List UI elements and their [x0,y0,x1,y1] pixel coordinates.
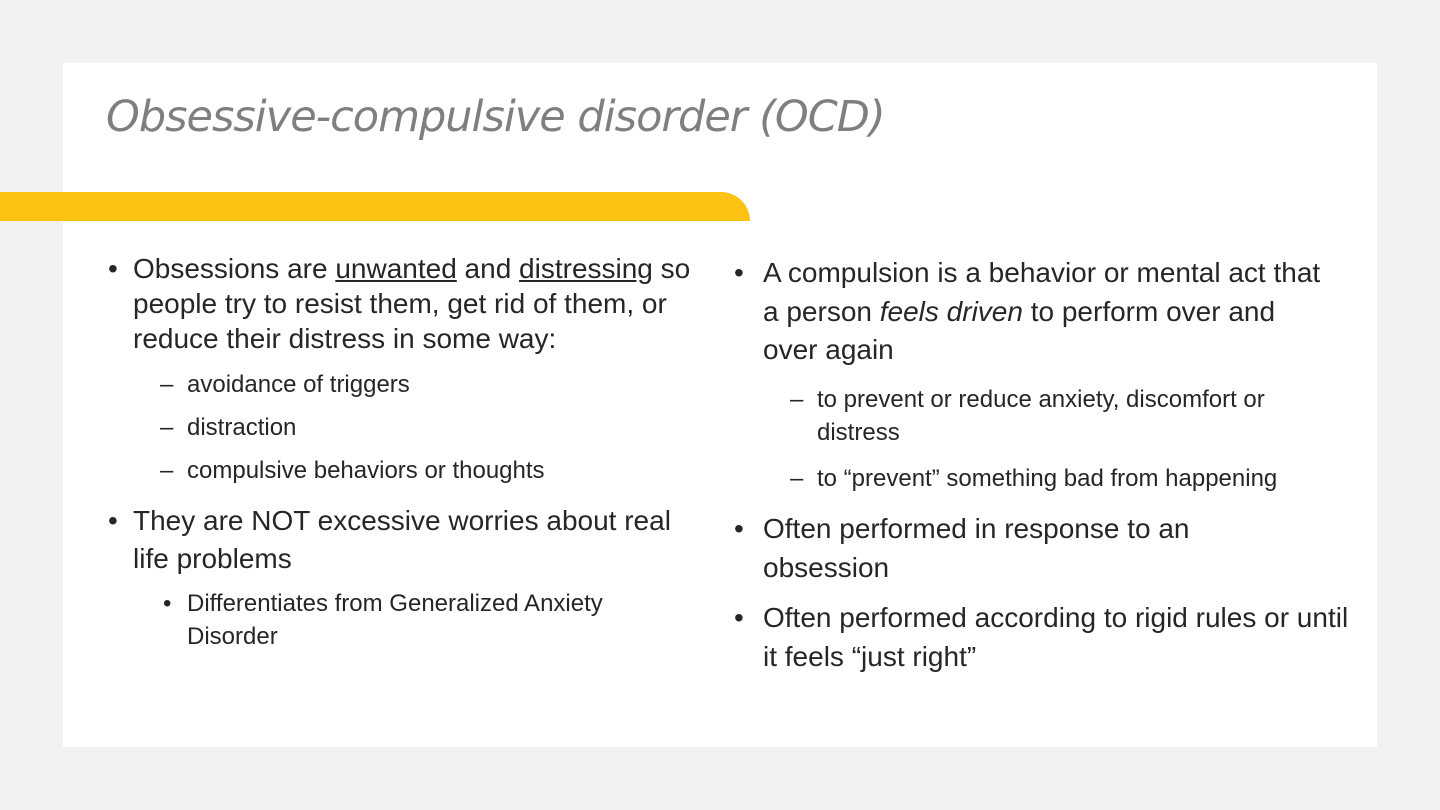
left-column [108,251,708,653]
sub-bullet [734,383,1337,449]
bullet-dot: • [734,601,744,633]
bullet-compulsion [734,254,1323,370]
sub-bullet [734,462,1337,495]
sub-bullet [108,587,687,653]
sub-bullet-text: Differentiates from Generalized Anxiety Disorder [187,590,603,650]
underlined-distressing: distressing [519,253,653,284]
accent-bar [0,192,750,221]
dash-marker: – [160,457,174,484]
bullet-dot: • [734,257,744,288]
bullet-rigid-rules [734,598,1363,676]
dot-marker: • [163,590,172,617]
bullet-text: Often performed in response to an obsession [763,512,1190,583]
text-segment: so people try to resist them, get rid of them, or reduce their distress in some way: [133,253,691,354]
sub-bullet-text: to “prevent” something bad from happening [817,464,1278,492]
sub-bullet [108,411,708,444]
bullet-response [734,509,1323,587]
dash-marker: – [790,464,804,492]
bullet-text: Often performed according to rigid rules or until it feels “just right” [763,601,1349,672]
bullet-dot: • [108,253,118,284]
right-column [734,254,1354,676]
text-segment: and [456,253,520,284]
bullet-dot: • [734,512,744,544]
dash-marker: – [790,385,804,413]
sub-bullet-text: distraction [187,414,297,441]
bullet-not-worries [108,502,708,578]
underlined-unwanted: unwanted [335,253,457,284]
sub-bullet [108,368,708,401]
bullet-obsessions [108,251,708,356]
bullet-text: They are NOT excessive worries about real life problems [133,505,671,574]
text-segment: A compulsion is a behavior or mental act that a person [763,257,1321,327]
sub-bullet-text: to prevent or reduce anxiety, discomfort or distress [817,385,1265,446]
dash-marker: – [160,414,174,441]
sub-bullet-text: avoidance of triggers [187,371,410,398]
dash-marker: – [160,371,174,398]
sub-bullet-text: compulsive behaviors or thoughts [187,457,545,484]
text-segment: to perform over and over again [763,295,1276,365]
sub-bullet [108,454,708,487]
bullet-dot: • [108,505,118,536]
italic-feels-driven: feels driven [879,295,1023,327]
text-segment: Obsessions are [133,253,336,284]
slide-title: Obsessive-compulsive disorder (OCD) [106,92,885,142]
